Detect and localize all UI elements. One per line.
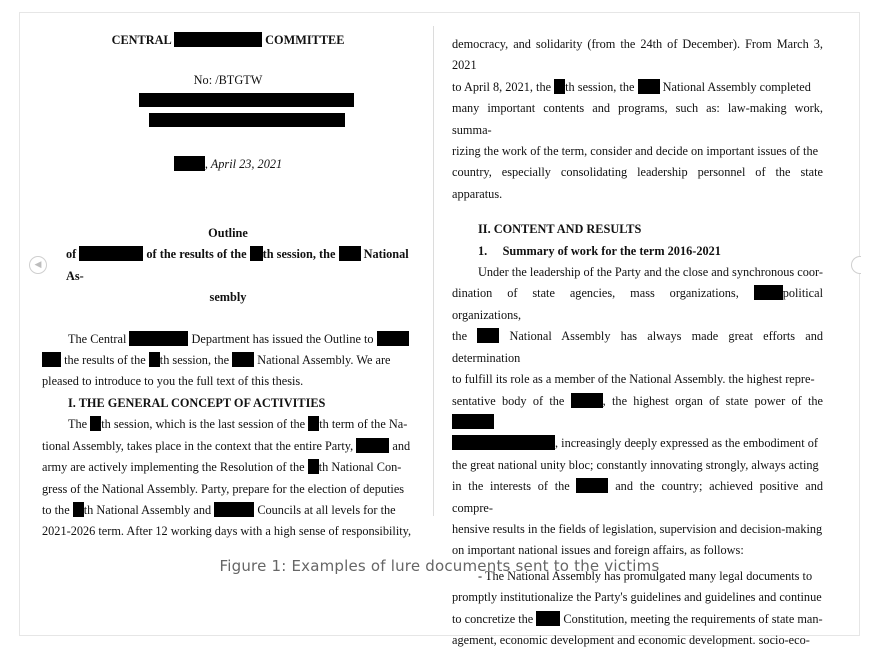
redaction-block [356,438,389,453]
redaction-block [308,459,319,474]
redaction-block [452,435,555,450]
section-heading: II. CONTENT AND RESULTS [478,222,642,237]
redaction-block [90,416,101,431]
redaction-block [250,246,263,261]
left-document-page [42,26,414,543]
page-divider [433,26,434,516]
redaction-block [477,328,499,343]
redaction-block [638,79,660,94]
redaction-block [308,416,319,431]
outline-subtitle-cont: sembly [209,290,247,305]
redaction-block [339,246,361,261]
body-paragraph: democracy, and solidarity (from the 24th of December). From March 3, 2021 to April 8, 2021, the th session, the National Assembly completed many important contents and programs, such as: law-making work, summa- rizing the work of the term, consider and decide on important issues of the country, especially consolidating leadership personnel of the state apparatus. [452,37,823,201]
redaction-block [174,32,262,47]
redaction-block [536,611,560,626]
section-heading: I. THE GENERAL CONCEPT OF ACTIVITIES [68,395,326,410]
figure-caption: Figure 1: Examples of lure documents sent to the victims [219,557,660,575]
body-paragraph: - The National Assembly has promulgated many legal documents to promptly institutionalize the Party's guidelines and guidelines and continue to concretize the Constitution, meeting the requirements of state man- agement, economic development and economic development. socio-eco- [452,568,823,647]
subsection-heading: 1. Summary of work for the term 2016-2021 [478,243,721,258]
redaction-block [42,352,61,367]
body-paragraph: Under the leadership of the Party and the close and synchronous coor- dination of state agencies, mass organizations, political organizations, the National Assembly has always made great efforts and determination to fulfill its role as a member of the National Assembly. the highest repre- sentative body of the , the highest organ of state power of the , increasingly deeply expressed as the embodiment of the great national unity bloc; constantly innovating strongly, always acting in the interests of the and the country; achieved positive and compre- hensive results in the fields of legislation, supervision and decision-making on important national issues and foreign affairs, as follows: [452,265,824,558]
redaction-block [149,110,414,131]
redaction-block [174,156,205,171]
doc-number: No: /BTGTW [193,73,263,88]
redaction-block [214,502,254,517]
redaction-block [571,393,603,408]
outline-title: Outline [208,226,248,241]
doc-date-line [42,154,414,175]
body-paragraph: The th session, which is the last session of the th term of the Na- tional Assembly, takes place in the context that the entire Party, and army are actively implementing the Resolution of the th National Con- gress of the National Assembly. Party, prepare for the election of deputies to the th National Assembly and Councils at all levels for the 2021-2026 term. After 12 working days with a high sense of responsibility, [42,417,412,539]
chevron-left-icon[interactable]: ◀ [29,256,47,274]
header-line [42,30,414,51]
redaction-block [79,246,143,261]
redaction-block [73,502,84,517]
redaction-block [139,90,414,111]
redaction-block [754,285,783,300]
redaction-block [232,352,254,367]
header-central: CENTRAL [111,33,172,47]
header-committee: COMMITTEE [265,33,345,47]
redaction-block [149,352,160,367]
redaction-block [129,331,188,346]
redaction-block [554,79,565,94]
redaction-block [377,331,409,346]
outline-subtitle: of of the results of the th session, the National As- [66,247,409,283]
intro-paragraph: The Central Department has issued the Outline to the results of the th session, the National Assembly. We are pleased to introduce to you the full text of this thesis. [42,329,414,393]
redaction-block [452,414,494,429]
doc-date: , April 23, 2021 [204,156,283,171]
redaction-block [576,478,608,493]
